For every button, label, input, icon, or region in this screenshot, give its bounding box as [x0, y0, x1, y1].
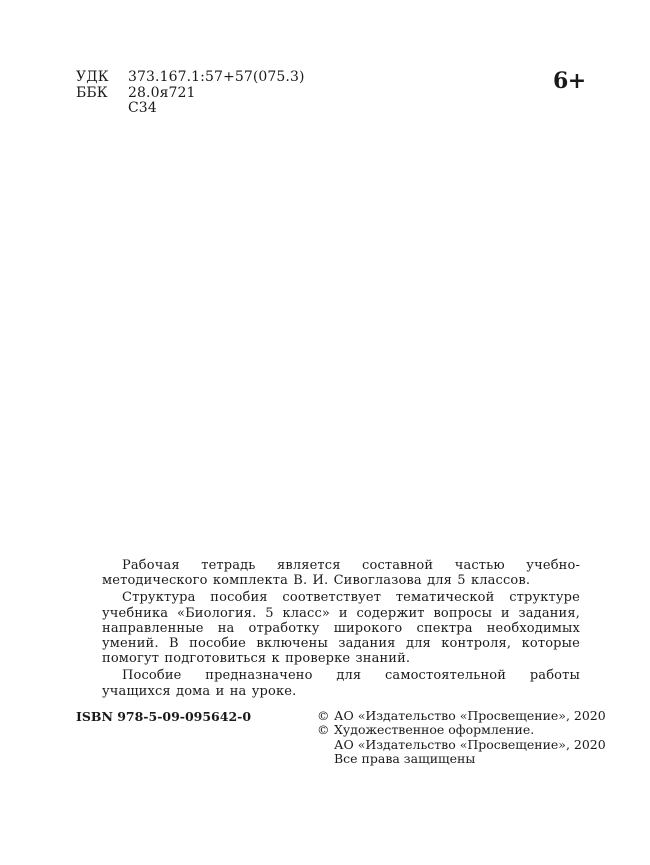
copyright-spacer: [317, 738, 334, 752]
copyright-line: [317, 723, 606, 737]
annotation-paragraph: Структура пособия соответствует тематической структуре учебника «Биология. 5 класс» и содержит вопросы и задания, направленные на отработку широкого спектра необходимых умений. В пособие включены задания для контроля, которые помогут подготовиться к проверке знаний.: [102, 590, 580, 667]
copyright-spacer: [317, 752, 334, 766]
copyright-icon: ©: [317, 708, 330, 723]
author-mark-spacer: [76, 101, 128, 117]
annotation-text: [102, 558, 580, 701]
copyright-text: АО «Издательство «Просвещение», 2020: [334, 708, 606, 723]
udk-value: 373.167.1:57+57(075.3): [128, 69, 305, 85]
author-mark: С34: [128, 100, 157, 116]
rights-reserved-text: Все права защищены: [334, 750, 476, 766]
author-mark-row: [76, 101, 305, 117]
copyright-line: [317, 709, 606, 723]
copyright-icon: ©: [317, 722, 330, 738]
bbk-label: ББК: [76, 84, 108, 101]
annotation-paragraph: Пособие предназначено для самостоятельной работы учащихся дома и на уроке.: [102, 668, 580, 699]
bbk-row: [76, 86, 305, 102]
age-rating-badge: 6+: [553, 68, 586, 94]
copyright-text: АО «Издательство «Просвещение», 2020: [334, 736, 606, 752]
annotation-paragraph: Рабочая тетрадь является составной частью учебно-методического комплекта В. И. Сивоглазова для 5 классов.: [102, 558, 580, 589]
copyright-text: Художественное оформление.: [334, 722, 535, 738]
classification-block: [76, 70, 305, 117]
udk-label: УДК: [76, 69, 109, 85]
isbn: ISBN 978-5-09-095642-0: [76, 709, 252, 724]
copyright-line: [317, 738, 606, 752]
bbk-value: 28.0я721: [128, 84, 196, 101]
copyright-line: [317, 752, 606, 766]
udk-row: [76, 70, 305, 86]
copyright-block: [317, 709, 606, 766]
